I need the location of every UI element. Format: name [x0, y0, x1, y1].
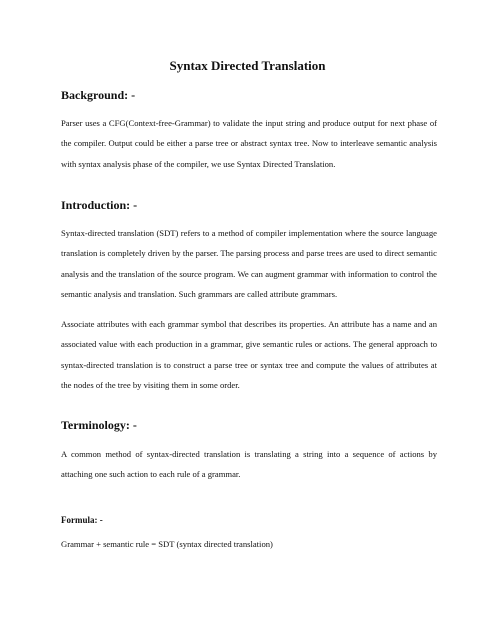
- formula-text: Grammar + semantic rule = SDT (syntax directed translation): [61, 539, 273, 549]
- terminology-heading: Terminology: -: [61, 418, 137, 432]
- introduction-paragraph-1: Syntax-directed translation (SDT) refers to a method of compiler implementation where the source language translation is completely driven by the parser. The parsing process and parse trees are used to direct semantic analysis and the translation of the source program. We can augment grammar with information to control the semantic analysis and translation. Such grammars are called attribute grammars.: [61, 228, 437, 300]
- background-paragraph: Parser uses a CFG(Context-free-Grammar) to validate the input string and produce output for next phase of the compiler. Output could be either a parse tree or abstract syntax tree. Now to interleave semantic analysis with syntax analysis phase of the compiler, we use Syntax Directed Translation.: [61, 118, 437, 169]
- document-title: Syntax Directed Translation: [169, 58, 326, 73]
- formula-heading: Formula: -: [61, 515, 103, 525]
- introduction-heading: Introduction: -: [61, 198, 138, 212]
- background-heading: Background: -: [61, 88, 136, 102]
- introduction-paragraph-2: Associate attributes with each grammar symbol that describes its properties. An attribute has a name and an associated value with each production in a grammar, give semantic rules or actions. The general approach to syntax-directed translation is to construct a parse tree or syntax tree and compute the values of attributes at the nodes of the tree by visiting them in some order.: [61, 319, 437, 391]
- terminology-paragraph: A common method of syntax-directed translation is translating a string into a sequence of actions by attaching one such action to each rule of a grammar.: [61, 449, 437, 479]
